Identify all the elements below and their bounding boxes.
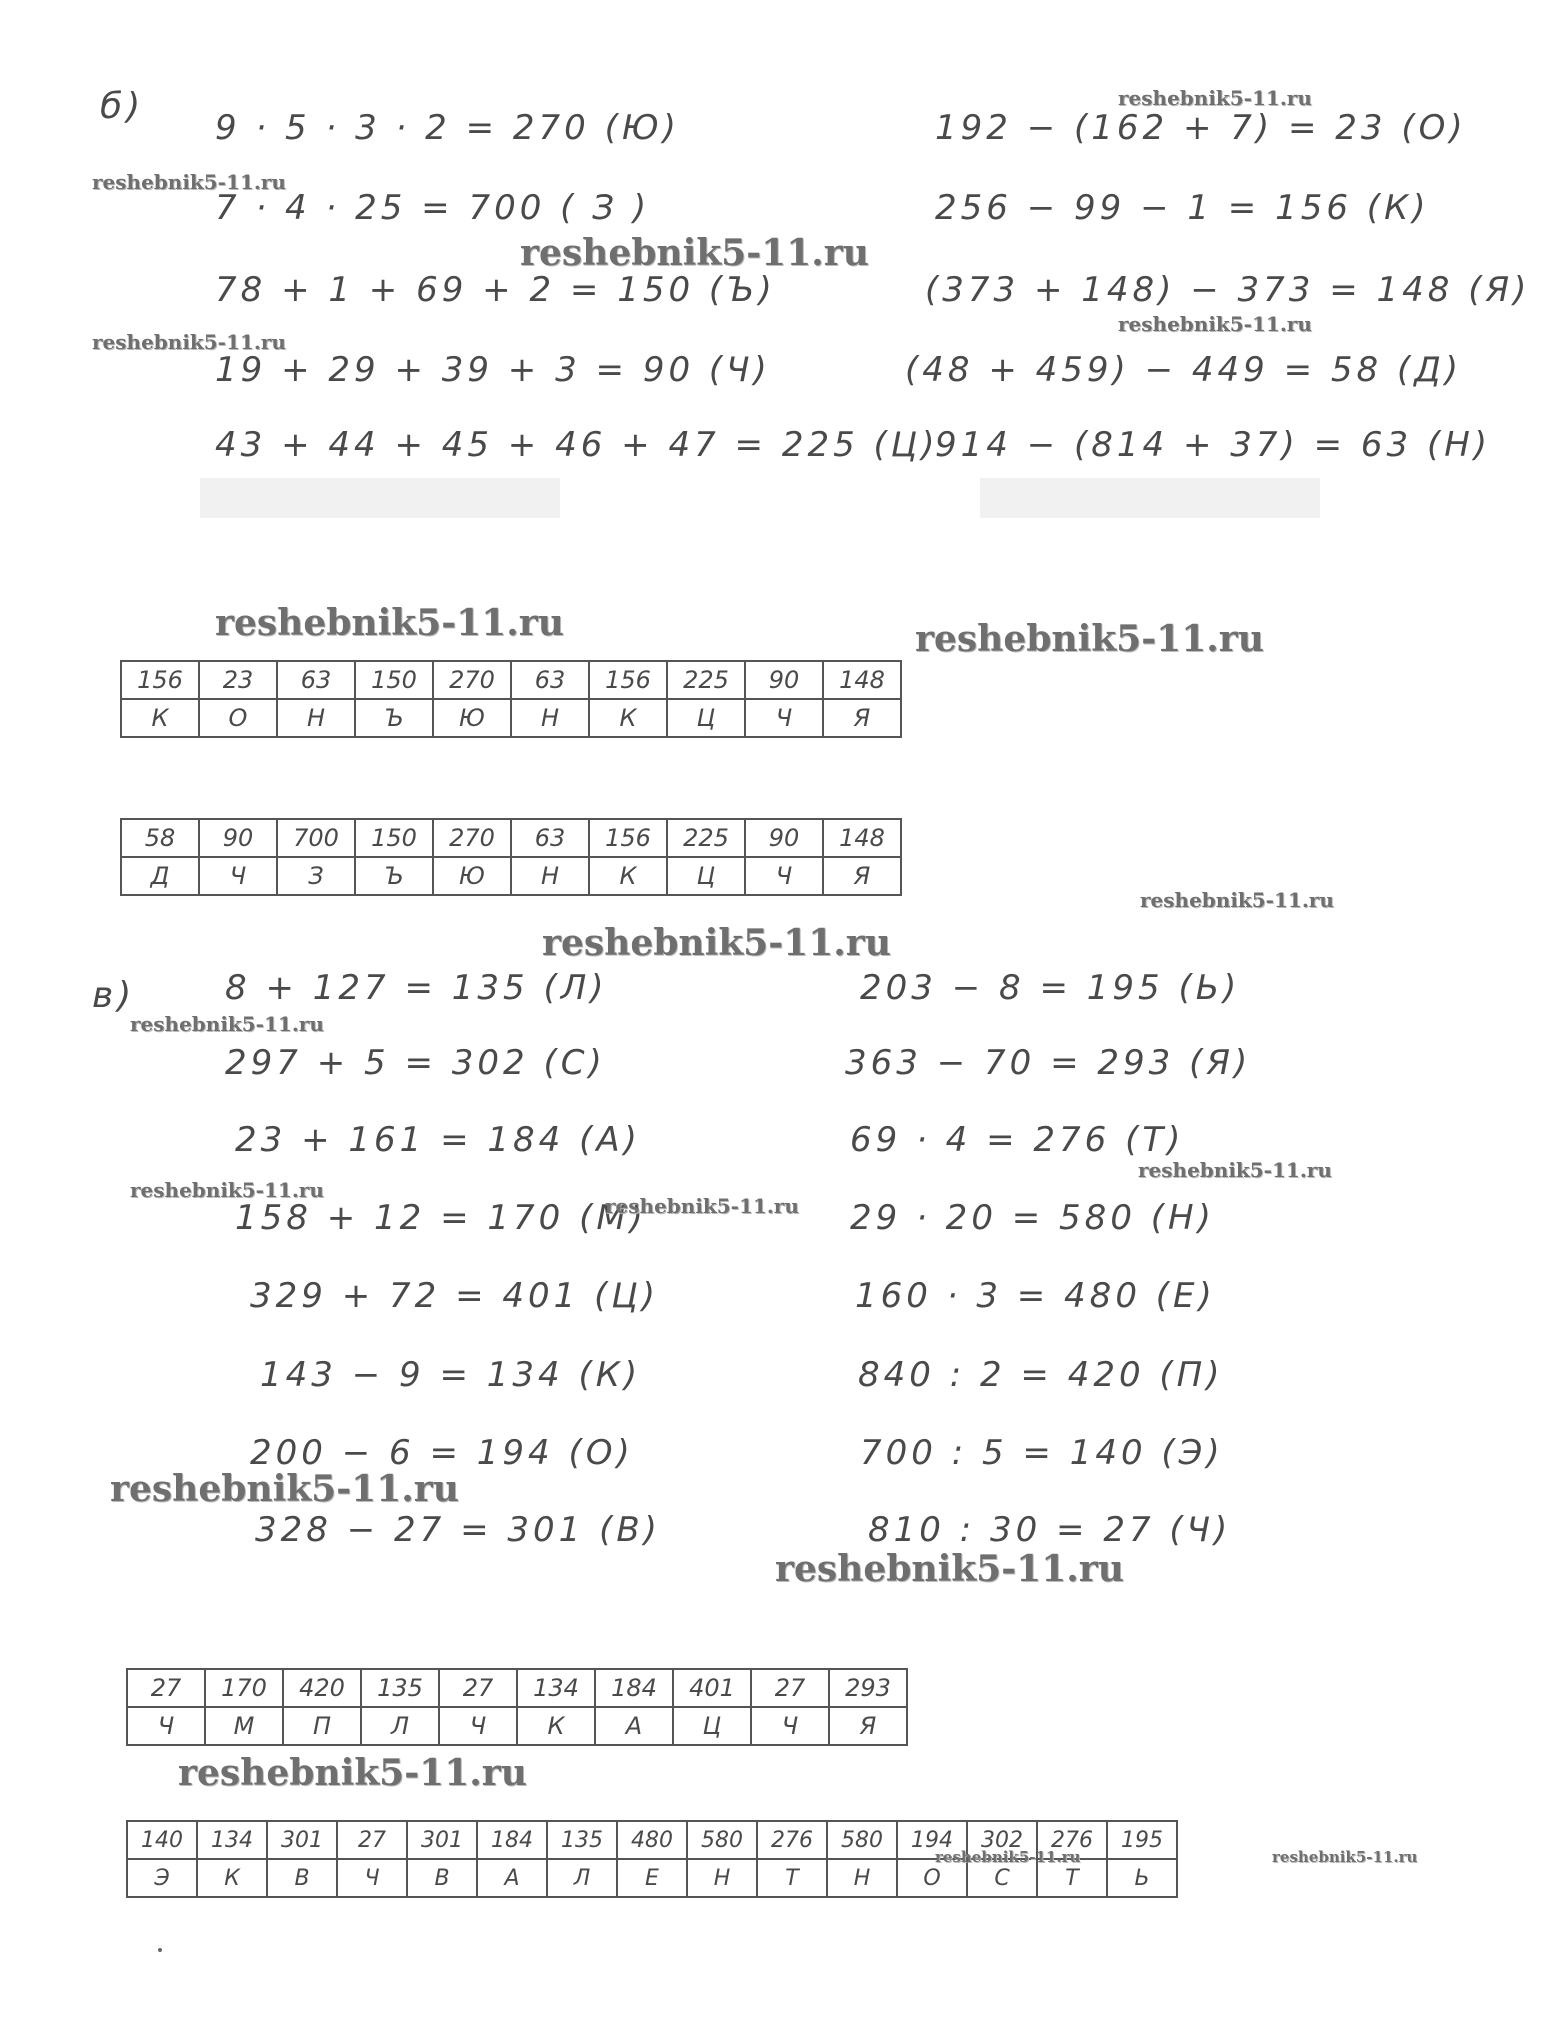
table-cell: 156 bbox=[121, 661, 199, 699]
table-cell: К bbox=[517, 1707, 595, 1745]
equation-v-right-4: 29 · 20 = 580 (Н) bbox=[850, 1198, 1215, 1238]
equation-v-left-6: 143 − 9 = 134 (К) bbox=[260, 1355, 642, 1395]
table-cell: 194 bbox=[897, 1821, 967, 1859]
table-cell: Н bbox=[511, 699, 589, 737]
table-cell: Н bbox=[277, 699, 355, 737]
watermark: reshebnik5-11.ru bbox=[1272, 1848, 1418, 1866]
table-cell: О bbox=[199, 699, 277, 737]
table-cell: 170 bbox=[205, 1669, 283, 1707]
table-cell: Я bbox=[823, 699, 901, 737]
table-cell: Н bbox=[511, 857, 589, 895]
table-cell: Н bbox=[827, 1859, 897, 1897]
table-cell: Ъ bbox=[355, 699, 433, 737]
equation-b-right-5: 914 − (814 + 37) = 63 (Н) bbox=[935, 425, 1492, 465]
table-row-numbers bbox=[127, 1669, 907, 1707]
table-cell: 135 bbox=[361, 1669, 439, 1707]
table-cell: 301 bbox=[267, 1821, 337, 1859]
table-cell: 270 bbox=[433, 661, 511, 699]
table-cell: Ч bbox=[439, 1707, 517, 1745]
watermark: reshebnik5-11.ru bbox=[1118, 312, 1312, 336]
table-cell: С bbox=[967, 1859, 1037, 1897]
table-cell: 90 bbox=[199, 819, 277, 857]
table-cell: 184 bbox=[477, 1821, 547, 1859]
table-cell: Ц bbox=[667, 699, 745, 737]
equation-v-right-3: 69 · 4 = 276 (Т) bbox=[850, 1120, 1185, 1160]
table-cell: 27 bbox=[337, 1821, 407, 1859]
watermark: reshebnik5-11.ru bbox=[110, 1468, 459, 1510]
equation-b-left-4: 19 + 29 + 39 + 3 = 90 (Ч) bbox=[215, 350, 771, 390]
watermark: reshebnik5-11.ru bbox=[1138, 1158, 1332, 1182]
watermark: reshebnik5-11.ru bbox=[1140, 888, 1334, 912]
watermark: reshebnik5-11.ru bbox=[915, 618, 1264, 660]
table-cell: К bbox=[589, 699, 667, 737]
table-cell: 63 bbox=[511, 819, 589, 857]
equation-v-right-7: 700 : 5 = 140 (Э) bbox=[860, 1433, 1224, 1473]
table-cell: 270 bbox=[433, 819, 511, 857]
table-cell: 225 bbox=[667, 661, 745, 699]
table-cell: 195 bbox=[1107, 1821, 1177, 1859]
table-row-numbers bbox=[121, 661, 901, 699]
answer-table-1 bbox=[120, 660, 902, 738]
watermark: reshebnik5-11.ru bbox=[520, 232, 869, 274]
table-cell: 134 bbox=[197, 1821, 267, 1859]
equation-b-right-3: (373 + 148) − 373 = 148 (Я) bbox=[925, 270, 1531, 310]
table-cell: 480 bbox=[617, 1821, 687, 1859]
equation-b-left-3: 78 + 1 + 69 + 2 = 150 (Ъ) bbox=[215, 270, 776, 310]
watermark: reshebnik5-11.ru bbox=[775, 1548, 1124, 1590]
table-cell: К bbox=[121, 699, 199, 737]
table-cell: В bbox=[267, 1859, 337, 1897]
table-cell: 580 bbox=[827, 1821, 897, 1859]
answer-table-2 bbox=[120, 818, 902, 896]
table-cell: 148 bbox=[823, 661, 901, 699]
table-cell: Т bbox=[1037, 1859, 1107, 1897]
table-cell: 63 bbox=[277, 661, 355, 699]
table-cell: Я bbox=[829, 1707, 907, 1745]
table-cell: 140 bbox=[127, 1821, 197, 1859]
table-cell: Ц bbox=[673, 1707, 751, 1745]
table-cell: К bbox=[197, 1859, 267, 1897]
table-cell: 90 bbox=[745, 819, 823, 857]
table-cell: А bbox=[595, 1707, 673, 1745]
table-cell: 401 bbox=[673, 1669, 751, 1707]
table-row-letters bbox=[127, 1707, 907, 1745]
table-cell: З bbox=[277, 857, 355, 895]
table-cell: Ч bbox=[337, 1859, 407, 1897]
table-cell: Ь bbox=[1107, 1859, 1177, 1897]
equation-v-left-8: 328 − 27 = 301 (В) bbox=[255, 1510, 661, 1550]
equation-v-right-8: 810 : 30 = 27 (Ч) bbox=[868, 1510, 1232, 1550]
table-cell: Ю bbox=[433, 699, 511, 737]
table-cell: 150 bbox=[355, 819, 433, 857]
equation-b-left-1: 9 · 5 · 3 · 2 = 270 (Ю) bbox=[215, 108, 680, 148]
equation-v-right-6: 840 : 2 = 420 (П) bbox=[858, 1355, 1224, 1395]
equation-v-right-1: 203 − 8 = 195 (Ь) bbox=[860, 968, 1241, 1008]
scan-artifact bbox=[200, 478, 560, 518]
table-cell: 63 bbox=[511, 661, 589, 699]
equation-b-right-1: 192 − (162 + 7) = 23 (О) bbox=[935, 108, 1467, 148]
table-cell: Ч bbox=[127, 1707, 205, 1745]
equation-v-right-5: 160 · 3 = 480 (Е) bbox=[855, 1276, 1216, 1316]
table-cell: 156 bbox=[589, 819, 667, 857]
table-cell: 276 bbox=[757, 1821, 827, 1859]
equation-b-left-5: 43 + 44 + 45 + 46 + 47 = 225 (Ц) bbox=[215, 425, 939, 465]
watermark: reshebnik5-11.ru bbox=[935, 1848, 1081, 1866]
table-cell: 276 bbox=[1037, 1821, 1107, 1859]
table-cell: 148 bbox=[823, 819, 901, 857]
table-cell: Ч bbox=[745, 857, 823, 895]
table-cell: 27 bbox=[127, 1669, 205, 1707]
table-cell: 420 bbox=[283, 1669, 361, 1707]
table-cell: 580 bbox=[687, 1821, 757, 1859]
table-cell: 301 bbox=[407, 1821, 477, 1859]
table-cell: 27 bbox=[751, 1669, 829, 1707]
table-cell: В bbox=[407, 1859, 477, 1897]
table-cell: 134 bbox=[517, 1669, 595, 1707]
table-cell: 90 bbox=[745, 661, 823, 699]
watermark: reshebnik5-11.ru bbox=[130, 1012, 324, 1036]
table-cell: 225 bbox=[667, 819, 745, 857]
equation-v-left-2: 297 + 5 = 302 (С) bbox=[225, 1043, 606, 1083]
equation-v-left-4: 158 + 12 = 170 (М) bbox=[235, 1198, 647, 1238]
table-cell: 302 bbox=[967, 1821, 1037, 1859]
equation-v-right-2: 363 − 70 = 293 (Я) bbox=[845, 1043, 1252, 1083]
watermark: reshebnik5-11.ru bbox=[542, 922, 891, 964]
table-cell: 135 bbox=[547, 1821, 617, 1859]
table-cell: Ъ bbox=[355, 857, 433, 895]
table-cell: О bbox=[897, 1859, 967, 1897]
section-v-marker: в) bbox=[92, 975, 136, 1016]
table-cell: М bbox=[205, 1707, 283, 1745]
table-cell: Н bbox=[687, 1859, 757, 1897]
table-cell: Э bbox=[127, 1859, 197, 1897]
table-row-letters bbox=[121, 699, 901, 737]
table-cell: Е bbox=[617, 1859, 687, 1897]
watermark: reshebnik5-11.ru bbox=[130, 1178, 324, 1202]
table-cell: А bbox=[477, 1859, 547, 1897]
table-cell: 293 bbox=[829, 1669, 907, 1707]
table-cell: Л bbox=[361, 1707, 439, 1745]
table-cell: 27 bbox=[439, 1669, 517, 1707]
watermark: reshebnik5-11.ru bbox=[215, 602, 564, 644]
equation-b-right-2: 256 − 99 − 1 = 156 (К) bbox=[935, 188, 1430, 228]
watermark: reshebnik5-11.ru bbox=[1118, 86, 1312, 110]
table-cell: Т bbox=[757, 1859, 827, 1897]
answer-table-3 bbox=[126, 1668, 908, 1746]
table-cell: Д bbox=[121, 857, 199, 895]
table-cell: 23 bbox=[199, 661, 277, 699]
equation-v-left-3: 23 + 161 = 184 (А) bbox=[235, 1120, 641, 1160]
table-row-numbers bbox=[121, 819, 901, 857]
equation-b-left-2: 7 · 4 · 25 = 700 ( З ) bbox=[215, 188, 651, 228]
scan-dot bbox=[158, 1948, 162, 1952]
table-cell: Л bbox=[547, 1859, 617, 1897]
watermark: reshebnik5-11.ru bbox=[92, 330, 286, 354]
table-cell: Ю bbox=[433, 857, 511, 895]
table-cell: Я bbox=[823, 857, 901, 895]
watermark: reshebnik5-11.ru bbox=[605, 1194, 799, 1218]
table-cell: 184 bbox=[595, 1669, 673, 1707]
table-cell: П bbox=[283, 1707, 361, 1745]
table-cell: 700 bbox=[277, 819, 355, 857]
table-cell: 58 bbox=[121, 819, 199, 857]
watermark: reshebnik5-11.ru bbox=[92, 170, 286, 194]
table-cell: 150 bbox=[355, 661, 433, 699]
equation-v-left-1: 8 + 127 = 135 (Л) bbox=[225, 968, 608, 1008]
equation-v-left-5: 329 + 72 = 401 (Ц) bbox=[250, 1276, 659, 1316]
scan-artifact bbox=[980, 478, 1320, 518]
table-cell: Ч bbox=[199, 857, 277, 895]
table-row-letters bbox=[121, 857, 901, 895]
table-cell: К bbox=[589, 857, 667, 895]
table-cell: 156 bbox=[589, 661, 667, 699]
table-cell: Ч bbox=[745, 699, 823, 737]
equation-v-left-7: 200 − 6 = 194 (О) bbox=[250, 1433, 634, 1473]
equation-b-right-4: (48 + 459) − 449 = 58 (Д) bbox=[905, 350, 1463, 390]
table-cell: Ц bbox=[667, 857, 745, 895]
table-cell: Ч bbox=[751, 1707, 829, 1745]
watermark: reshebnik5-11.ru bbox=[178, 1752, 527, 1794]
section-b-marker: б) bbox=[100, 86, 145, 127]
